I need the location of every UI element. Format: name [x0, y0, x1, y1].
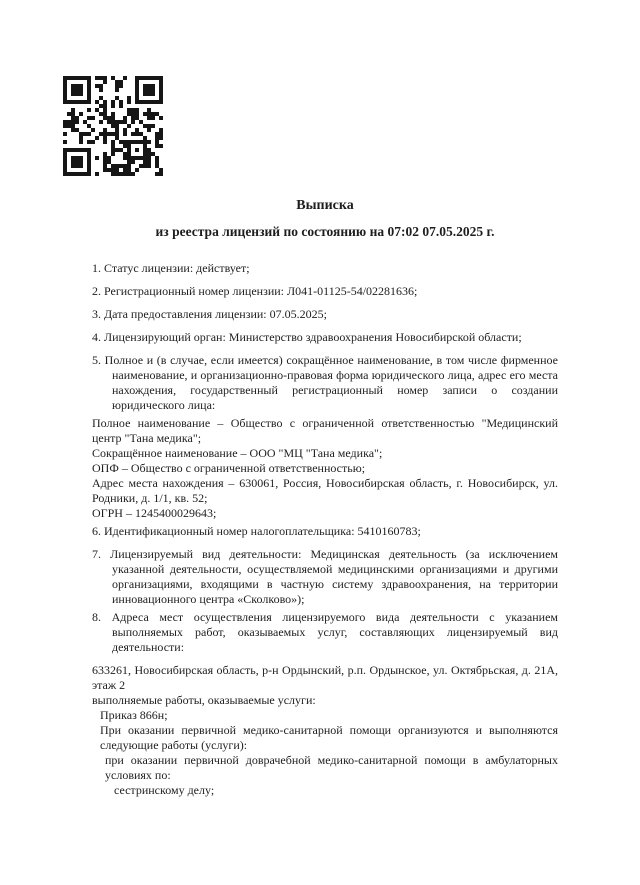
entity-address: Адрес места нахождения – 630061, Россия, Новосибирская область, г. Новосибирск, ул. Родники, д. 1/1, кв. 52; — [92, 476, 558, 505]
entity-ogrn: ОГРН – 1245400029643; — [92, 506, 217, 520]
qr-code-icon — [63, 76, 164, 177]
item-grant-date: 3. Дата предоставления лицензии: 07.05.2025; — [92, 307, 327, 321]
item-registration-number: 2. Регистрационный номер лицензии: Л041-01125-54/02281636; — [92, 284, 418, 298]
entity-opf: ОПФ – Общество с ограниченной ответственностью; — [92, 461, 366, 475]
entity-details — [92, 416, 558, 521]
activity-address-block — [92, 663, 558, 798]
item-licensing-authority: 4. Лицензирующий орган: Министерство здравоохранения Новосибирской области; — [92, 330, 522, 344]
item-licensed-activity: 7. Лицензируемый вид деятельности: Медицинская деятельность (за исключением указанной деятельности, осуществляемой медицинскими организациями и другими организациями, входящими в частную систему здравоохранения, на территории инновационного центра «Сколково»); — [92, 547, 558, 606]
works-services-header: выполняемые работы, оказываемые услуги: — [92, 693, 316, 707]
pre-medical-care: при оказании первичной доврачебной медико-санитарной помощи в амбулаторных условиях по: — [105, 753, 558, 782]
entity-full-name: Полное наименование – Общество с ограниченной ответственностью "Медицинский центр "Тана медика"; — [92, 416, 558, 445]
item-license-status: 1. Статус лицензии: действует; — [92, 261, 250, 275]
item-taxpayer-number: 6. Идентификационный номер налогоплательщика: 5410160783; — [92, 524, 421, 538]
activity-address: 633261, Новосибирская область, р-н Ордынский, р.п. Ордынское, ул. Октябрьская, д. 21А, этаж 2 — [92, 663, 558, 692]
primary-care-works: При оказании первичной медико-санитарной помощи организуются и выполняются следующие работы (услуги): — [100, 723, 558, 752]
item-activity-addresses-heading: 8. Адреса мест осуществления лицензируемого вида деятельности с указанием выполняемых работ, оказываемых услуг, составляющих лицензируемый вид деятельности: — [92, 610, 558, 654]
document-title: Выписка — [296, 198, 354, 213]
document-body — [92, 197, 558, 798]
document-subtitle: из реестра лицензий по состоянию на 07:02 07.05.2025 г. — [155, 224, 495, 239]
entity-short-name: Сокращённое наименование – ООО "МЦ "Тана медика"; — [92, 446, 383, 460]
nursing-service: сестринскому делу; — [114, 783, 215, 797]
order-reference: Приказ 866н; — [100, 708, 168, 722]
item-entity-names-heading: 5. Полное и (в случае, если имеется) сокращённое наименование, в том числе фирменное наименование, и организационно-правовая форма юридического лица, адрес его места нахождения, государственный регистрационный номер записи о создании юридического лица: — [92, 353, 558, 412]
